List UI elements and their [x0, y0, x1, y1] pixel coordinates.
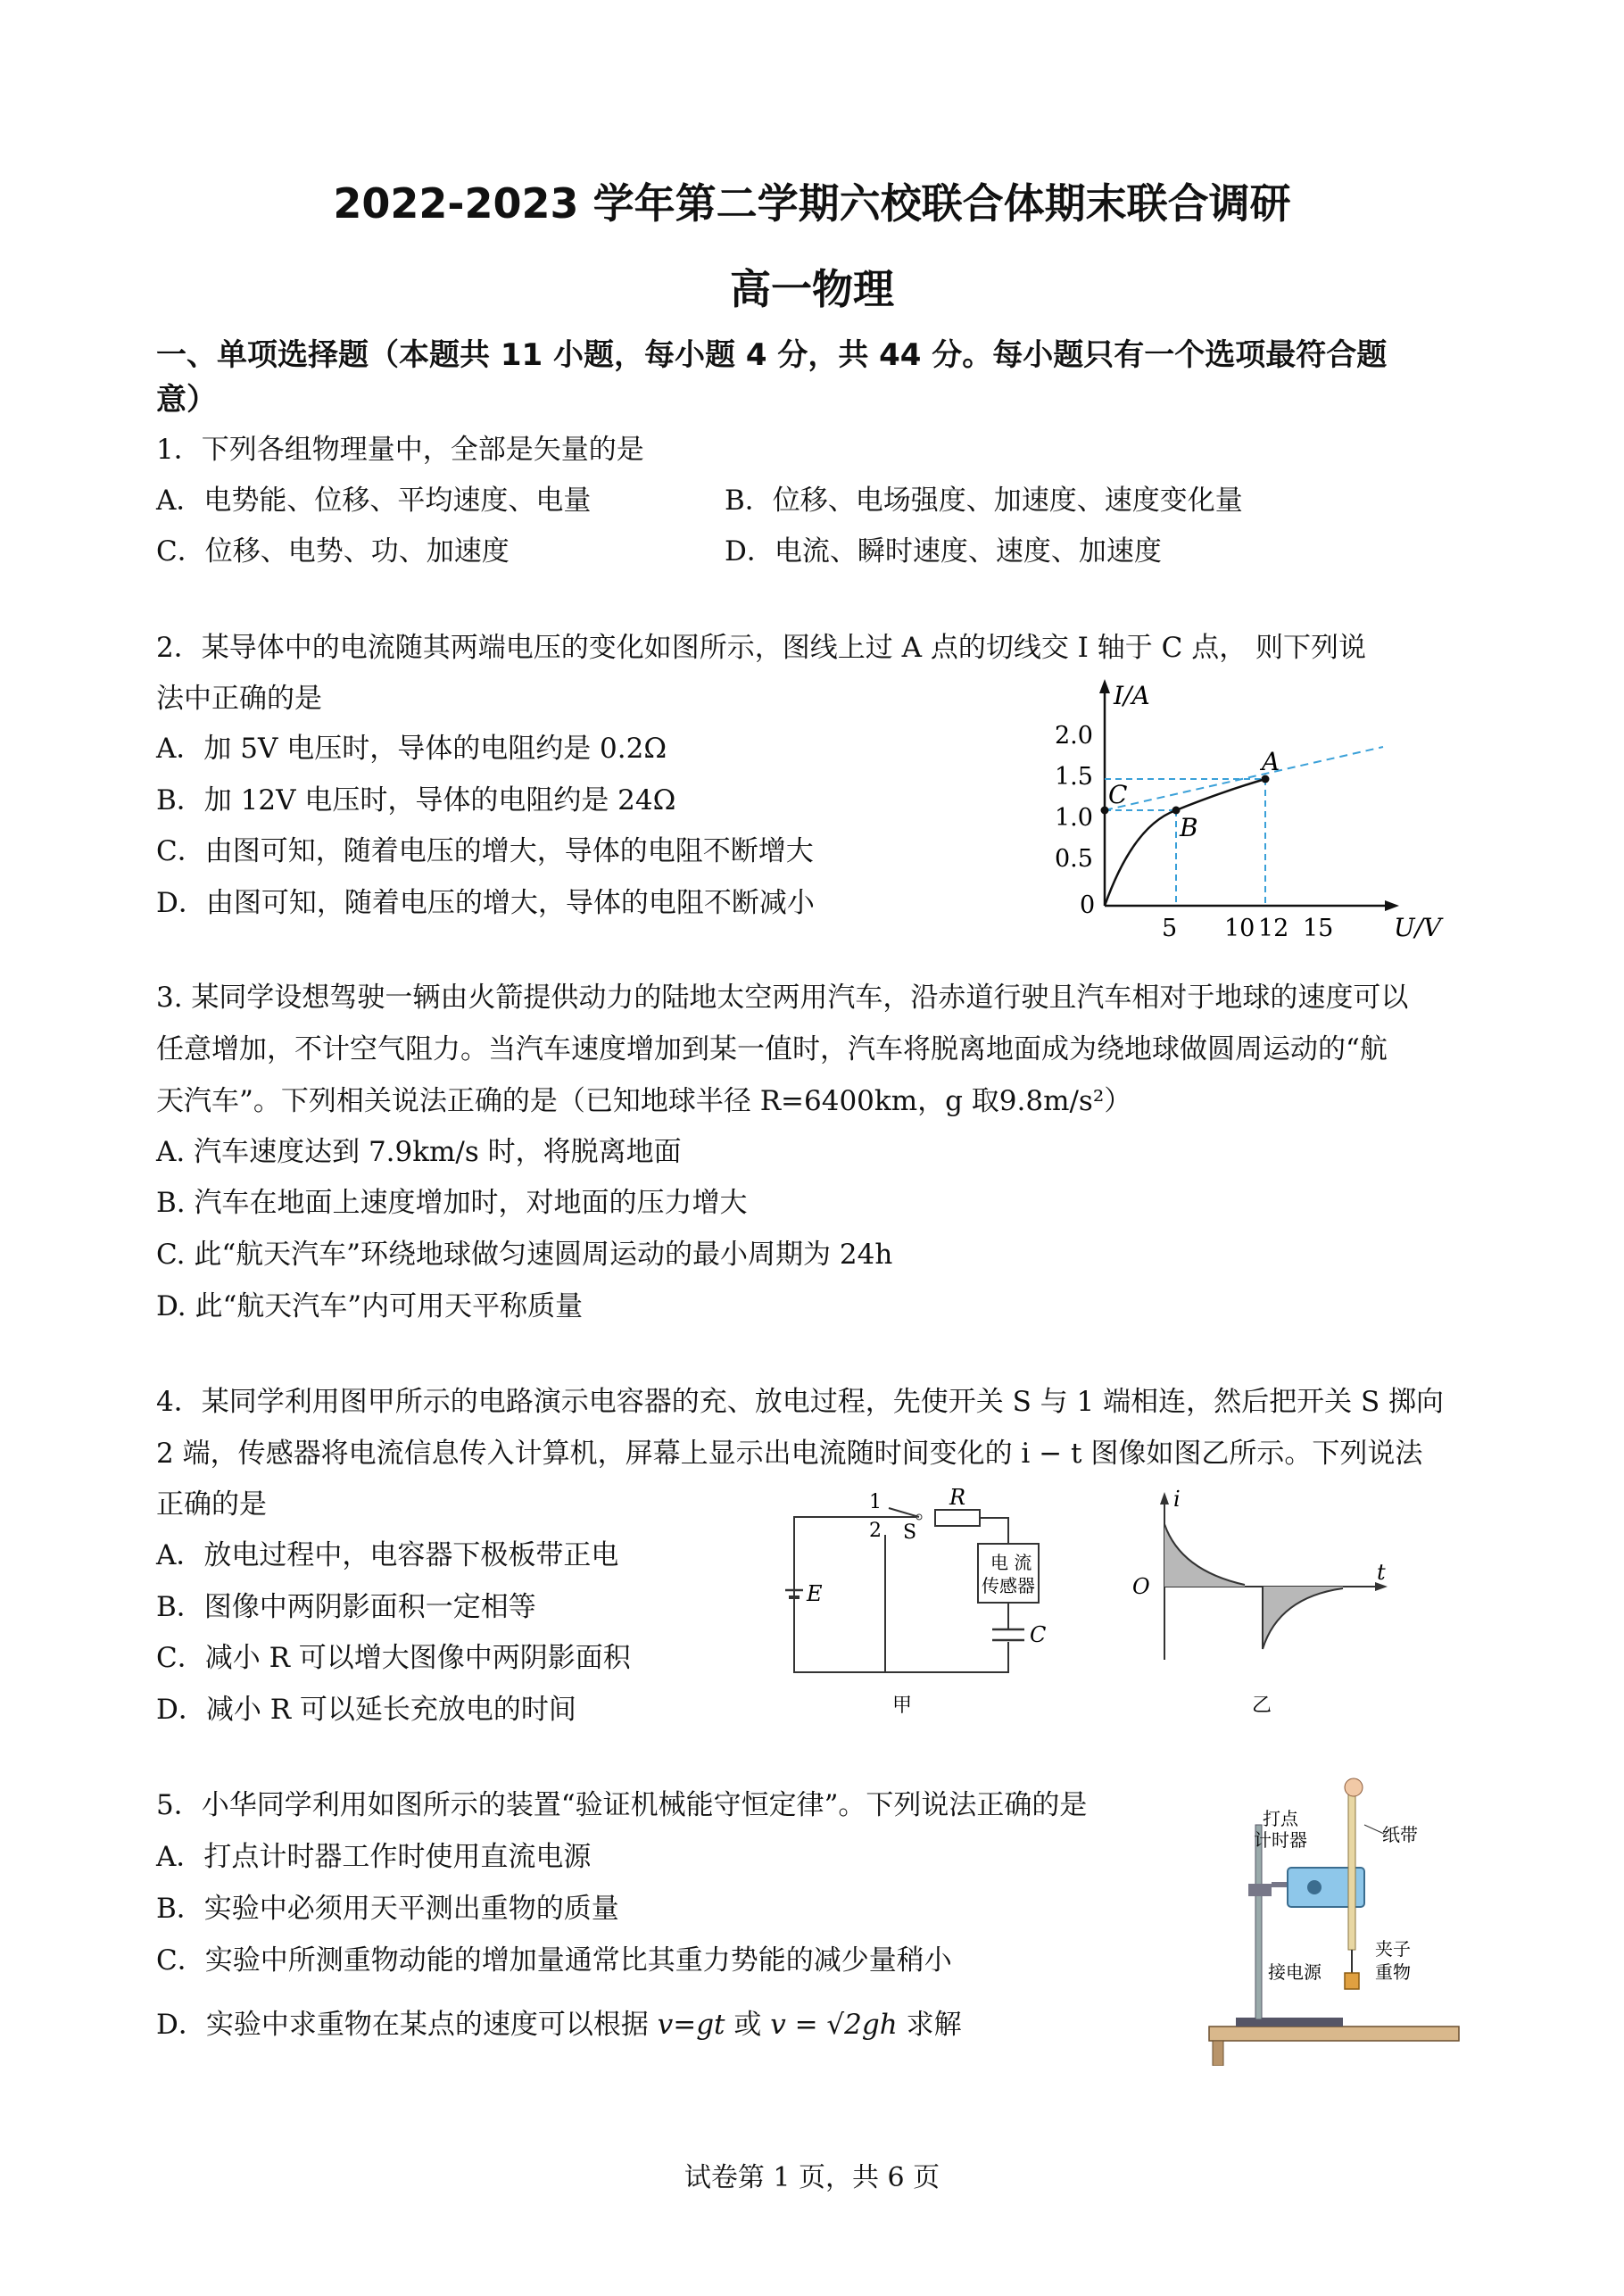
- y-tick-label: 1.5: [1055, 763, 1093, 791]
- q5-option-d-or: 或: [725, 2009, 771, 2041]
- x-tick-label: 15: [1303, 915, 1334, 942]
- q5-stem: 5．小华同学利用如图所示的装置“验证机械能守恒定律”。下列说法正确的是: [156, 1789, 1088, 1821]
- q5-option-c: C．实验中所测重物动能的增加量通常比其重力势能的减少量稍小: [156, 1944, 952, 1977]
- sensor-label-line2: 传感器: [982, 1575, 1035, 1596]
- x-tick-label: 10: [1224, 915, 1255, 942]
- weight-label: 重物: [1375, 1961, 1411, 1983]
- clip-label: 夹子: [1375, 1938, 1411, 1960]
- x-axis-label: t: [1377, 1560, 1386, 1585]
- q4-option-d: D．减小 R 可以延长充放电的时间: [156, 1694, 576, 1726]
- q3-option-a: A. 汽车速度达到 7.9km/s 时，将脱离地面: [156, 1136, 682, 1168]
- page-footer: 试卷第 1 页，共 6 页: [684, 2162, 940, 2193]
- origin-label: 0: [1080, 891, 1096, 919]
- q1-option-c: C．位移、电势、功、加速度: [156, 535, 510, 568]
- y-axis-label: I/A: [1114, 681, 1150, 710]
- q3-option-d: D. 此“航天汽车”内可用天平称质量: [156, 1290, 584, 1322]
- timer-knob: [1307, 1880, 1322, 1894]
- table-top: [1209, 2027, 1459, 2041]
- point-a-label: A: [1262, 747, 1280, 776]
- q5-option-d-suffix: 求解: [897, 2009, 962, 2041]
- q4-option-a: A．放电过程中，电容器下极板带正电: [156, 1539, 619, 1571]
- capacitor-label: C: [1030, 1622, 1047, 1647]
- resistor: [935, 1510, 980, 1526]
- discharge-area-shaded: [1263, 1587, 1343, 1649]
- circuit-diagram: [776, 1481, 1062, 1718]
- iu-curve: [1105, 779, 1265, 906]
- q2-stem-line2: 法中正确的是: [156, 683, 322, 715]
- q2-option-d: D．由图可知，随着电压的增大，导体的电阻不断减小: [156, 887, 815, 919]
- q3-stem-line2: 任意增加，不计空气阻力。当汽车速度增加到某一值时，汽车将脱离地面成为绕地球做圆周运动的“航: [156, 1033, 1388, 1065]
- q2-stem-line1: 2．某导体中的电流随其两端电压的变化如图所示，图线上过 A 点的切线交 I 轴于 C 点， 则下列说: [156, 632, 1367, 664]
- q1-option-a: A．电势能、位移、平均速度、电量: [156, 485, 592, 517]
- x-tick-label: 12: [1258, 915, 1289, 942]
- timer-label-line1: 打点: [1263, 1808, 1298, 1829]
- power-label: 接电源: [1268, 1961, 1322, 1983]
- q3-option-b: B. 汽车在地面上速度增加时，对地面的压力增大: [156, 1187, 748, 1219]
- timer-label-line2: 计时器: [1254, 1829, 1307, 1851]
- paper-tape: [1348, 1789, 1355, 1950]
- switch-label: S: [903, 1521, 917, 1544]
- formula-v-sqrt-2gh: v = √2gh: [770, 2009, 898, 2041]
- q2-option-a: A．加 5V 电压时，导体的电阻约是 0.2Ω: [156, 733, 667, 765]
- y-axis-arrow-icon: [1099, 679, 1110, 693]
- terminal-1-label: 1: [869, 1491, 882, 1513]
- stand-base: [1236, 2018, 1343, 2027]
- q1-stem: 1．下列各组物理量中，全部是矢量的是: [156, 434, 644, 466]
- section-heading-line2: 意）: [156, 382, 217, 418]
- battery-label: E: [807, 1581, 823, 1606]
- q5-option-d-prefix: D．实验中求重物在某点的速度可以根据: [156, 2009, 658, 2041]
- charge-area-shaded: [1164, 1524, 1245, 1587]
- q4-stem-line2: 2 端，传感器将电流信息传入计算机，屏幕上显示出电流随时间变化的 i − t 图像如图乙所示。下列说法: [156, 1438, 1423, 1470]
- q1-option-b: B．位移、电场强度、加速度、速度变化量: [725, 485, 1243, 517]
- switch-blade: [889, 1508, 919, 1517]
- hand-icon: [1345, 1778, 1363, 1796]
- q5-option-d: [156, 2002, 962, 2042]
- figure-caption-yi: 乙: [1252, 1695, 1272, 1717]
- x-axis-arrow-icon: [1385, 900, 1399, 911]
- q5-option-a: A．打点计时器工作时使用直流电源: [156, 1841, 592, 1873]
- stand-rod: [1255, 1825, 1262, 2019]
- subject-title: 高一物理: [730, 265, 894, 313]
- sensor-label-line1: 电 流: [990, 1552, 1032, 1573]
- y-axis-label: i: [1173, 1487, 1181, 1512]
- figure-caption-jia: 甲: [892, 1695, 913, 1717]
- x-tick-label: 5: [1162, 915, 1178, 942]
- exam-title: 2022-2023 学年第二学期六校联合体期末联合调研: [333, 179, 1291, 228]
- section-heading-line1: 一、单项选择题（本题共 11 小题，每小题 4 分，共 44 分。每小题只有一个选项最符合题: [156, 337, 1388, 373]
- circuit-wire: [980, 1518, 1008, 1544]
- apparatus-figure: [1200, 1771, 1468, 2066]
- y-tick-label: 2.0: [1055, 722, 1093, 750]
- q2-option-c: C．由图可知，随着电压的增大，导体的电阻不断增大: [156, 835, 814, 867]
- y-axis-arrow-icon: [1160, 1492, 1169, 1504]
- y-tick-label: 1.0: [1055, 804, 1093, 832]
- circuit-wire: [794, 1517, 1008, 1672]
- i-t-graph: [1129, 1481, 1405, 1718]
- terminal-2-label: 2: [869, 1520, 882, 1542]
- q2-option-b: B．加 12V 电压时，导体的电阻约是 24Ω: [156, 784, 676, 816]
- q5-option-b: B．实验中必须用天平测出重物的质量: [156, 1893, 619, 1925]
- formula-v-gt: v=gt: [657, 2009, 725, 2041]
- origin-label: O: [1132, 1574, 1150, 1599]
- iu-graph: [1035, 674, 1463, 950]
- tape-label: 纸带: [1382, 1824, 1418, 1845]
- resistor-label: R: [949, 1485, 966, 1510]
- q4-option-b: B．图像中两阴影面积一定相等: [156, 1591, 536, 1623]
- weight-block: [1345, 1973, 1359, 1989]
- q3-stem-line1: 3. 某同学设想驾驶一辆由火箭提供动力的陆地太空两用汽车，沿赤道行驶且汽车相对于地球的速度可以: [156, 982, 1409, 1014]
- point-b-label: B: [1180, 813, 1198, 842]
- q4-stem-line1: 4．某同学利用图甲所示的电路演示电容器的充、放电过程，先使开关 S 与 1 端相连，然后把开关 S 掷向: [156, 1386, 1445, 1418]
- q3-stem-line3: 天汽车”。下列相关说法正确的是（已知地球半径 R=6400km，g 取9.8m/s²）: [156, 1085, 1132, 1117]
- x-axis-label: U/V: [1394, 913, 1442, 942]
- table-leg: [1213, 2041, 1223, 2066]
- q4-option-c: C．减小 R 可以增大图像中两阴影面积: [156, 1642, 631, 1674]
- stand-clamp: [1248, 1884, 1272, 1896]
- q4-stem-line3: 正确的是: [156, 1488, 267, 1521]
- point-c-label: C: [1108, 780, 1128, 809]
- q1-option-d: D．电流、瞬时速度、速度、加速度: [725, 535, 1162, 568]
- y-tick-label: 0.5: [1055, 845, 1093, 873]
- q3-option-c: C. 此“航天汽车”环绕地球做匀速圆周运动的最小周期为 24h: [156, 1239, 893, 1271]
